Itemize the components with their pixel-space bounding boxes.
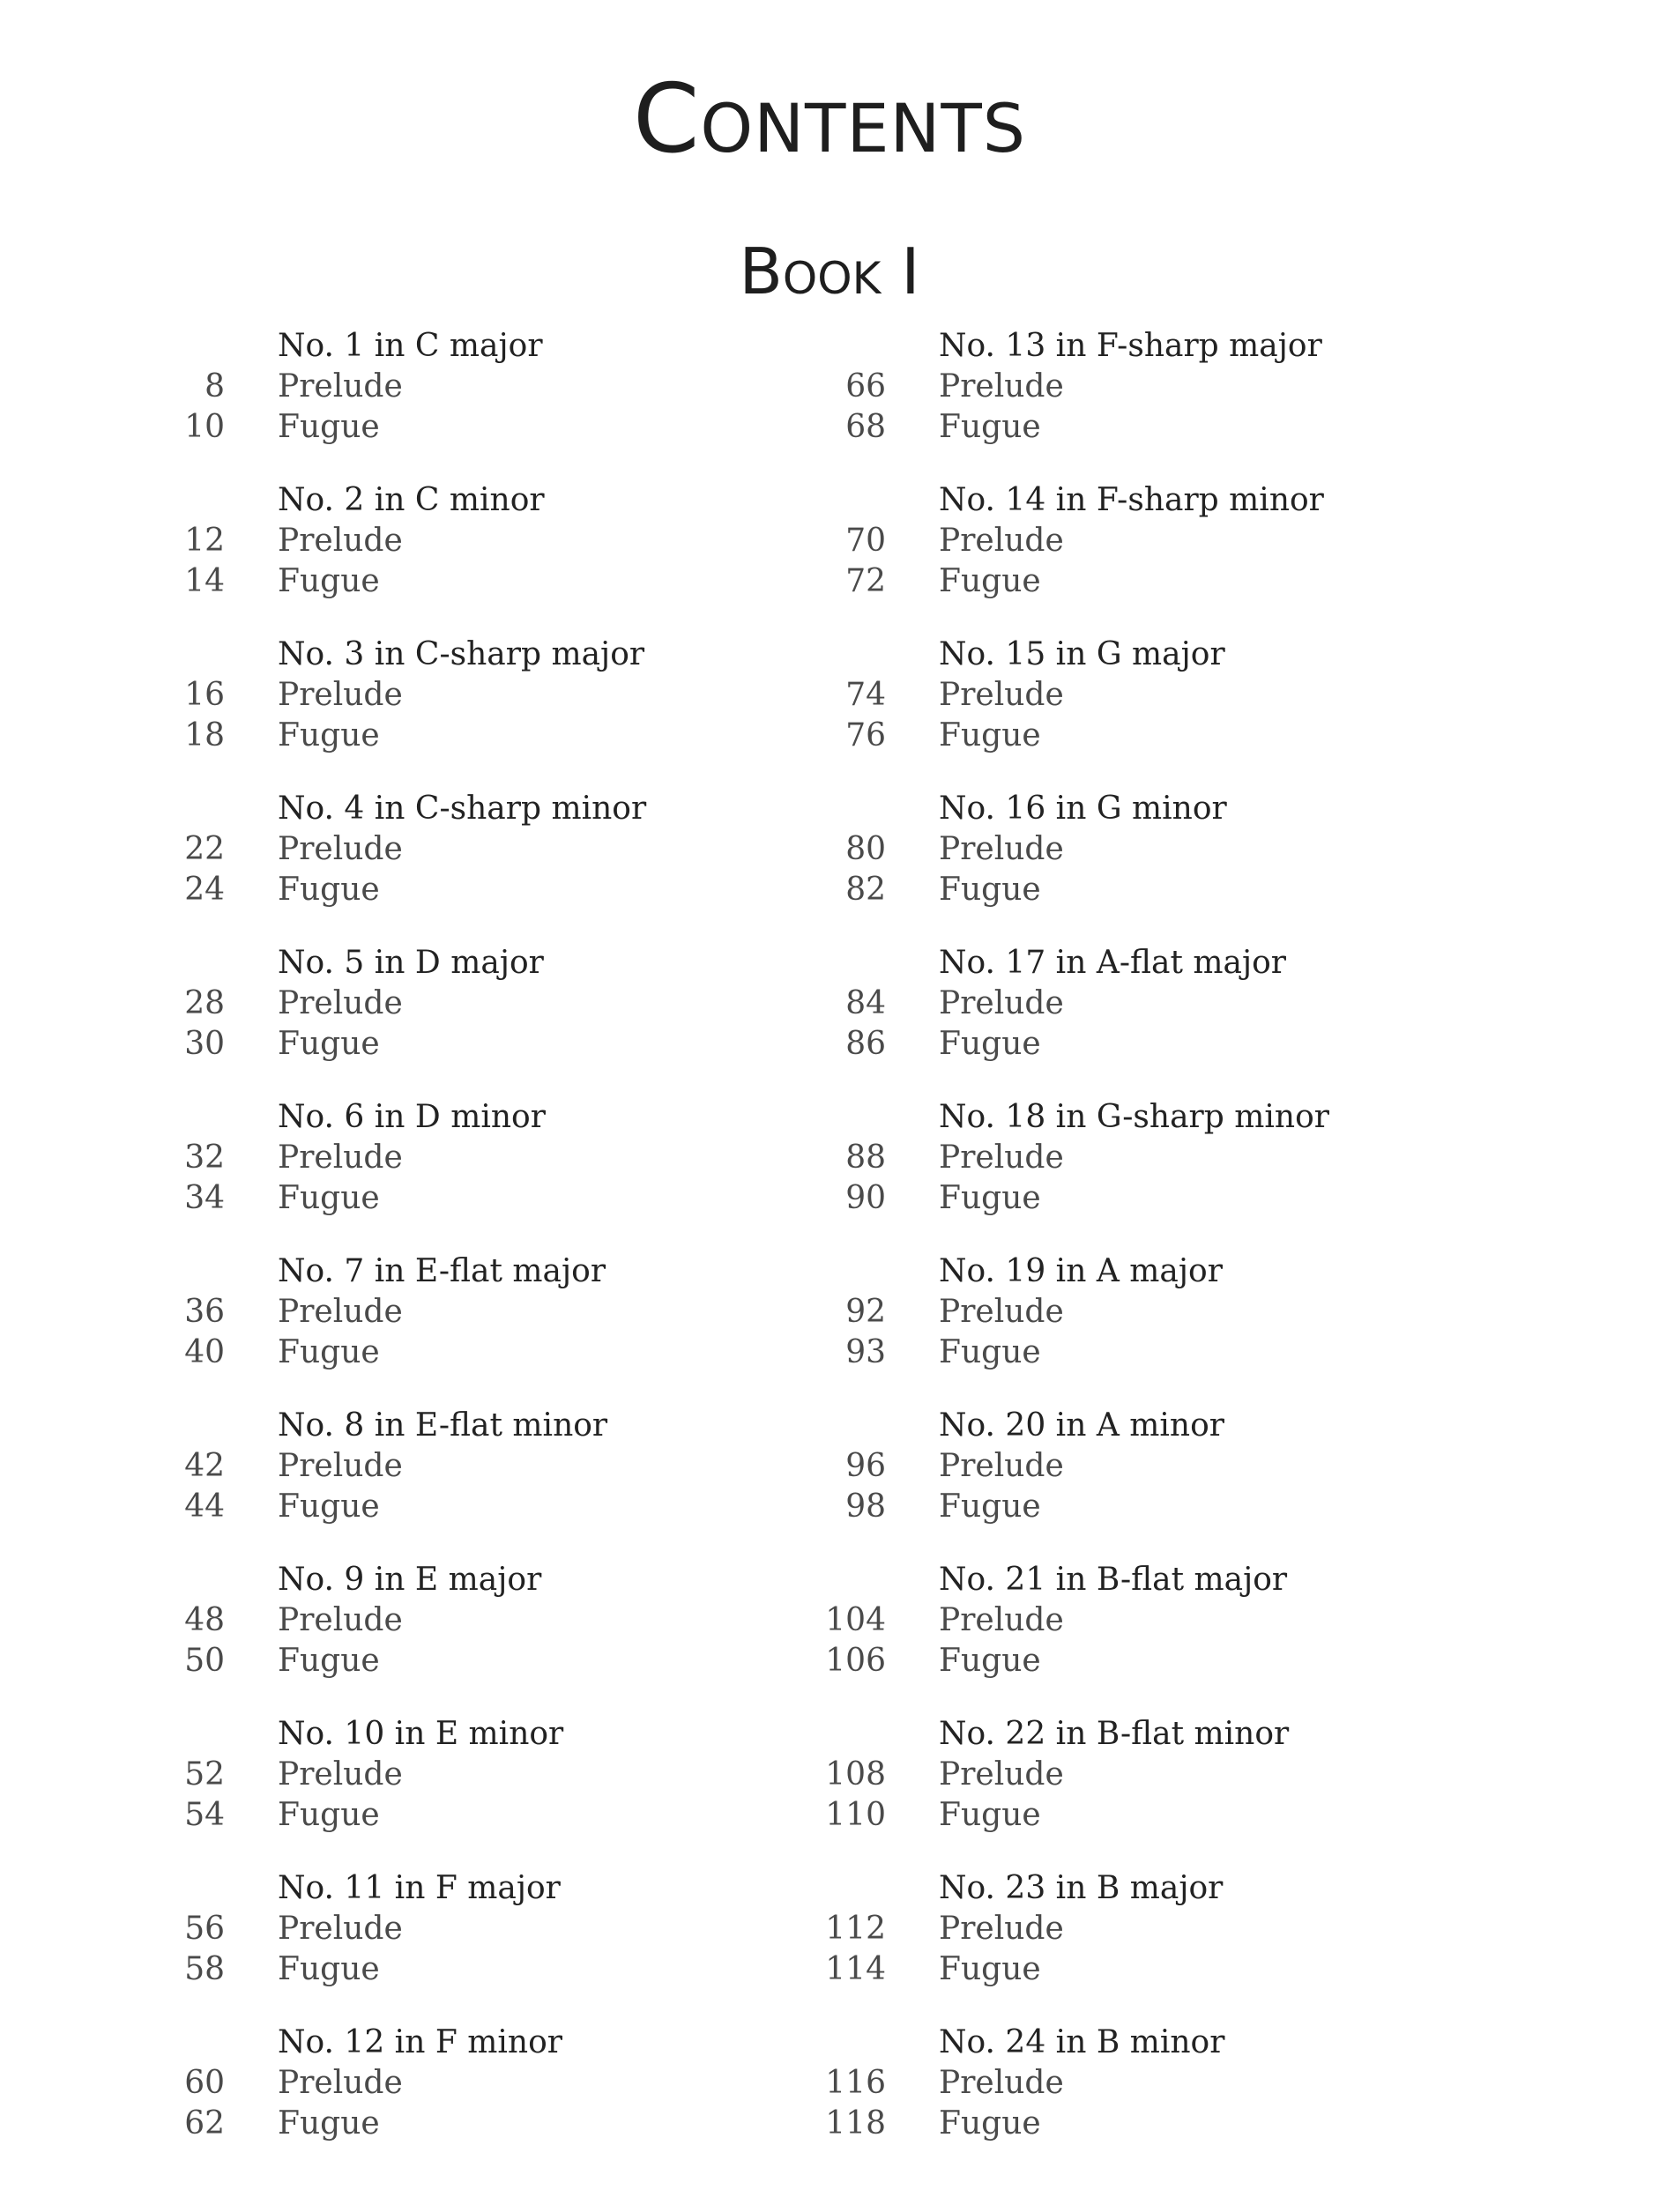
fugue-page-number: 76 — [845, 717, 886, 753]
entry-heading[interactable]: No. 9 in E major — [278, 1562, 542, 1598]
fugue-row[interactable] — [785, 870, 1543, 910]
prelude-page-number: 32 — [184, 1139, 225, 1176]
entry-heading-row — [123, 789, 882, 829]
prelude-page-number: 42 — [184, 1448, 225, 1484]
entry-heading-row — [785, 1406, 1543, 1446]
fugue-page-number: 98 — [845, 1488, 886, 1525]
entry-heading-row — [123, 635, 882, 675]
prelude-label: Prelude — [278, 677, 403, 713]
entry-heading[interactable]: No. 10 in E minor — [278, 1716, 564, 1752]
prelude-label: Prelude — [939, 2065, 1064, 2101]
toc-entry — [123, 1560, 882, 1714]
fugue-page-number: 82 — [845, 872, 886, 908]
fugue-row[interactable] — [123, 1641, 882, 1681]
prelude-label: Prelude — [939, 1756, 1064, 1793]
fugue-label: Fugue — [939, 563, 1041, 599]
entry-heading[interactable]: No. 6 in D minor — [278, 1099, 546, 1135]
prelude-page-number: 84 — [845, 985, 886, 1021]
entry-heading-row — [785, 1714, 1543, 1755]
prelude-row[interactable] — [123, 1292, 882, 1332]
fugue-label: Fugue — [278, 1180, 380, 1216]
prelude-row[interactable] — [785, 521, 1543, 561]
prelude-row[interactable] — [123, 1446, 882, 1487]
prelude-label: Prelude — [278, 1139, 403, 1176]
entry-heading-row — [123, 1868, 882, 1909]
fugue-page-number: 106 — [825, 1643, 886, 1679]
toc-entry — [785, 326, 1543, 480]
prelude-page-number: 88 — [845, 1139, 886, 1176]
toc-entry — [785, 789, 1543, 943]
prelude-label: Prelude — [939, 1911, 1064, 1947]
prelude-page-number: 70 — [845, 523, 886, 559]
fugue-page-number: 62 — [184, 2105, 225, 2141]
toc-entry — [785, 635, 1543, 789]
entry-heading[interactable]: No. 4 in C-sharp minor — [278, 791, 647, 827]
fugue-label: Fugue — [939, 872, 1041, 908]
prelude-label: Prelude — [278, 985, 403, 1021]
fugue-label: Fugue — [278, 563, 380, 599]
fugue-row[interactable] — [785, 1641, 1543, 1681]
toc-entry — [785, 1406, 1543, 1560]
prelude-page-number: 52 — [184, 1756, 225, 1793]
prelude-label: Prelude — [939, 1448, 1064, 1484]
prelude-page-number: 80 — [845, 831, 886, 867]
toc-entry — [123, 943, 882, 1097]
entry-heading[interactable]: No. 3 in C-sharp major — [278, 636, 645, 672]
prelude-row[interactable] — [123, 521, 882, 561]
entry-heading-row — [785, 1097, 1543, 1138]
fugue-row[interactable] — [785, 1024, 1543, 1065]
prelude-page-number: 16 — [184, 677, 225, 713]
fugue-page-number: 118 — [825, 2105, 886, 2141]
prelude-row[interactable] — [785, 367, 1543, 407]
fugue-page-number: 90 — [845, 1180, 886, 1216]
contents-column-left — [123, 326, 882, 2177]
prelude-page-number: 28 — [184, 985, 225, 1021]
contents-column-right — [785, 326, 1543, 2177]
prelude-page-number: 96 — [845, 1448, 886, 1484]
prelude-label: Prelude — [939, 1139, 1064, 1176]
prelude-label: Prelude — [278, 1602, 403, 1638]
toc-entry — [123, 2023, 882, 2177]
entry-heading[interactable]: No. 18 in G-sharp minor — [939, 1099, 1329, 1135]
entry-heading[interactable]: No. 21 in B-flat major — [939, 1562, 1288, 1598]
prelude-label: Prelude — [939, 1602, 1064, 1638]
fugue-page-number: 24 — [184, 872, 225, 908]
prelude-page-number: 104 — [825, 1602, 886, 1638]
fugue-label: Fugue — [939, 717, 1041, 753]
fugue-row[interactable] — [785, 1795, 1543, 1836]
prelude-page-number: 66 — [845, 368, 886, 405]
prelude-label: Prelude — [278, 368, 403, 405]
entry-heading-row — [123, 480, 882, 521]
fugue-row[interactable] — [123, 407, 882, 448]
prelude-label: Prelude — [278, 1756, 403, 1793]
fugue-row[interactable] — [123, 1178, 882, 1219]
toc-entry — [785, 1868, 1543, 2023]
prelude-page-number: 36 — [184, 1294, 225, 1330]
prelude-label: Prelude — [939, 677, 1064, 713]
entry-heading[interactable]: No. 19 in A major — [939, 1253, 1223, 1289]
fugue-page-number: 86 — [845, 1026, 886, 1062]
prelude-row[interactable] — [785, 984, 1543, 1024]
prelude-row[interactable] — [123, 829, 882, 870]
fugue-row[interactable] — [123, 2104, 882, 2144]
fugue-row[interactable] — [123, 1795, 882, 1836]
fugue-row[interactable] — [123, 1949, 882, 1990]
prelude-label: Prelude — [939, 1294, 1064, 1330]
fugue-row[interactable] — [785, 407, 1543, 448]
entry-heading[interactable]: No. 2 in C minor — [278, 482, 545, 518]
prelude-row[interactable] — [123, 1600, 882, 1641]
toc-entry — [123, 635, 882, 789]
toc-entry — [785, 943, 1543, 1097]
prelude-label: Prelude — [278, 523, 403, 559]
toc-entry — [123, 1251, 882, 1406]
fugue-label: Fugue — [278, 1026, 380, 1062]
prelude-row[interactable] — [123, 675, 882, 716]
prelude-page-number: 74 — [845, 677, 886, 713]
toc-entry — [785, 1560, 1543, 1714]
fugue-row[interactable] — [785, 561, 1543, 602]
prelude-label: Prelude — [939, 523, 1064, 559]
prelude-label: Prelude — [939, 985, 1064, 1021]
fugue-row[interactable] — [123, 1487, 882, 1527]
entry-heading-row — [785, 1868, 1543, 1909]
prelude-page-number: 8 — [205, 368, 225, 405]
fugue-row[interactable] — [785, 1332, 1543, 1373]
fugue-row[interactable] — [785, 1178, 1543, 1219]
fugue-page-number: 68 — [845, 409, 886, 445]
fugue-row[interactable] — [785, 1949, 1543, 1990]
fugue-page-number: 18 — [184, 717, 225, 753]
prelude-row[interactable] — [123, 1138, 882, 1178]
fugue-page-number: 93 — [845, 1334, 886, 1370]
prelude-page-number: 56 — [184, 1911, 225, 1947]
prelude-row[interactable] — [785, 2063, 1543, 2104]
prelude-label: Prelude — [278, 1911, 403, 1947]
toc-entry — [123, 1868, 882, 2023]
entry-heading-row — [123, 1560, 882, 1600]
entry-heading[interactable]: No. 17 in A-flat major — [939, 945, 1287, 981]
prelude-row[interactable] — [785, 1909, 1543, 1949]
fugue-row[interactable] — [123, 561, 882, 602]
entry-heading[interactable]: No. 13 in F-sharp major — [939, 328, 1322, 364]
fugue-label: Fugue — [939, 1797, 1041, 1833]
fugue-page-number: 50 — [184, 1643, 225, 1679]
fugue-label: Fugue — [939, 1026, 1041, 1062]
prelude-label: Prelude — [278, 1448, 403, 1484]
prelude-label: Prelude — [939, 831, 1064, 867]
prelude-row[interactable] — [785, 675, 1543, 716]
fugue-page-number: 30 — [184, 1026, 225, 1062]
entry-heading-row — [123, 2023, 882, 2063]
fugue-label: Fugue — [278, 1797, 380, 1833]
fugue-label: Fugue — [939, 1488, 1041, 1525]
prelude-row[interactable] — [123, 1909, 882, 1949]
prelude-row[interactable] — [123, 1755, 882, 1795]
fugue-page-number: 34 — [184, 1180, 225, 1216]
fugue-label: Fugue — [278, 1951, 380, 1987]
prelude-row[interactable] — [785, 1600, 1543, 1641]
fugue-page-number: 72 — [845, 563, 886, 599]
fugue-label: Fugue — [939, 1334, 1041, 1370]
fugue-label: Fugue — [278, 872, 380, 908]
fugue-page-number: 14 — [184, 563, 225, 599]
entry-heading[interactable]: No. 12 in F minor — [278, 2024, 562, 2060]
entry-heading-row — [785, 480, 1543, 521]
fugue-label: Fugue — [939, 1951, 1041, 1987]
fugue-page-number: 54 — [184, 1797, 225, 1833]
prelude-page-number: 92 — [845, 1294, 886, 1330]
page-title: Contents — [632, 64, 1027, 174]
toc-entry — [123, 1714, 882, 1868]
fugue-row[interactable] — [785, 2104, 1543, 2144]
prelude-label: Prelude — [939, 368, 1064, 405]
entry-heading-row — [785, 2023, 1543, 2063]
entry-heading[interactable]: No. 22 in B-flat minor — [939, 1716, 1290, 1752]
prelude-label: Prelude — [278, 2065, 403, 2101]
entry-heading-row — [123, 1406, 882, 1446]
fugue-row[interactable] — [123, 1332, 882, 1373]
entry-heading-row — [123, 1714, 882, 1755]
prelude-page-number: 108 — [825, 1756, 886, 1793]
fugue-label: Fugue — [939, 1180, 1041, 1216]
fugue-label: Fugue — [278, 1488, 380, 1525]
entry-heading-row — [785, 1560, 1543, 1600]
entry-heading-row — [123, 1251, 882, 1292]
entry-heading[interactable]: No. 16 in G minor — [939, 791, 1227, 827]
fugue-label: Fugue — [278, 409, 380, 445]
fugue-page-number: 110 — [825, 1797, 886, 1833]
entry-heading[interactable]: No. 5 in D major — [278, 945, 544, 981]
prelude-row[interactable] — [785, 1446, 1543, 1487]
toc-entry — [123, 789, 882, 943]
fugue-row[interactable] — [123, 870, 882, 910]
fugue-row[interactable] — [123, 716, 882, 756]
fugue-row[interactable] — [123, 1024, 882, 1065]
prelude-label: Prelude — [278, 1294, 403, 1330]
fugue-page-number: 58 — [184, 1951, 225, 1987]
toc-entry — [123, 1097, 882, 1251]
entry-heading-row — [785, 789, 1543, 829]
entry-heading[interactable]: No. 11 in F major — [278, 1870, 561, 1906]
entry-heading[interactable]: No. 24 in B minor — [939, 2024, 1225, 2060]
prelude-row[interactable] — [785, 1755, 1543, 1795]
fugue-page-number: 10 — [184, 409, 225, 445]
toc-entry — [785, 1251, 1543, 1406]
entry-heading-row — [123, 1097, 882, 1138]
prelude-row[interactable] — [785, 1292, 1543, 1332]
prelude-page-number: 12 — [184, 523, 225, 559]
fugue-label: Fugue — [278, 1334, 380, 1370]
prelude-page-number: 60 — [184, 2065, 225, 2101]
toc-entry — [785, 1097, 1543, 1251]
fugue-label: Fugue — [278, 2105, 380, 2141]
prelude-page-number: 112 — [825, 1911, 886, 1947]
toc-entry — [785, 480, 1543, 635]
entry-heading[interactable]: No. 7 in E-flat major — [278, 1253, 606, 1289]
entry-heading[interactable]: No. 1 in C major — [278, 328, 543, 364]
book-title: Book I — [739, 234, 920, 308]
prelude-row[interactable] — [123, 367, 882, 407]
entry-heading-row — [785, 326, 1543, 367]
toc-entry — [123, 326, 882, 480]
entry-heading[interactable]: No. 15 in G major — [939, 636, 1225, 672]
prelude-row[interactable] — [785, 829, 1543, 870]
fugue-label: Fugue — [278, 717, 380, 753]
entry-heading[interactable]: No. 23 in B major — [939, 1870, 1224, 1906]
fugue-page-number: 44 — [184, 1488, 225, 1525]
entry-heading-row — [785, 635, 1543, 675]
fugue-label: Fugue — [939, 2105, 1041, 2141]
prelude-row[interactable] — [785, 1138, 1543, 1178]
fugue-label: Fugue — [278, 1643, 380, 1679]
fugue-page-number: 40 — [184, 1334, 225, 1370]
fugue-label: Fugue — [939, 1643, 1041, 1679]
entry-heading-row — [123, 943, 882, 984]
prelude-page-number: 116 — [825, 2065, 886, 2101]
entry-heading[interactable]: No. 14 in F-sharp minor — [939, 482, 1324, 518]
entry-heading[interactable]: No. 8 in E-flat minor — [278, 1407, 608, 1444]
prelude-row[interactable] — [123, 984, 882, 1024]
fugue-page-number: 114 — [825, 1951, 886, 1987]
fugue-label: Fugue — [939, 409, 1041, 445]
entry-heading-row — [785, 1251, 1543, 1292]
entry-heading-row — [123, 326, 882, 367]
entry-heading[interactable]: No. 20 in A minor — [939, 1407, 1224, 1444]
prelude-page-number: 22 — [184, 831, 225, 867]
prelude-page-number: 48 — [184, 1602, 225, 1638]
fugue-row[interactable] — [785, 1487, 1543, 1527]
toc-entry — [785, 1714, 1543, 1868]
toc-entry — [785, 2023, 1543, 2177]
entry-heading-row — [785, 943, 1543, 984]
prelude-label: Prelude — [278, 831, 403, 867]
prelude-row[interactable] — [123, 2063, 882, 2104]
toc-entry — [123, 480, 882, 635]
toc-entry — [123, 1406, 882, 1560]
fugue-row[interactable] — [785, 716, 1543, 756]
